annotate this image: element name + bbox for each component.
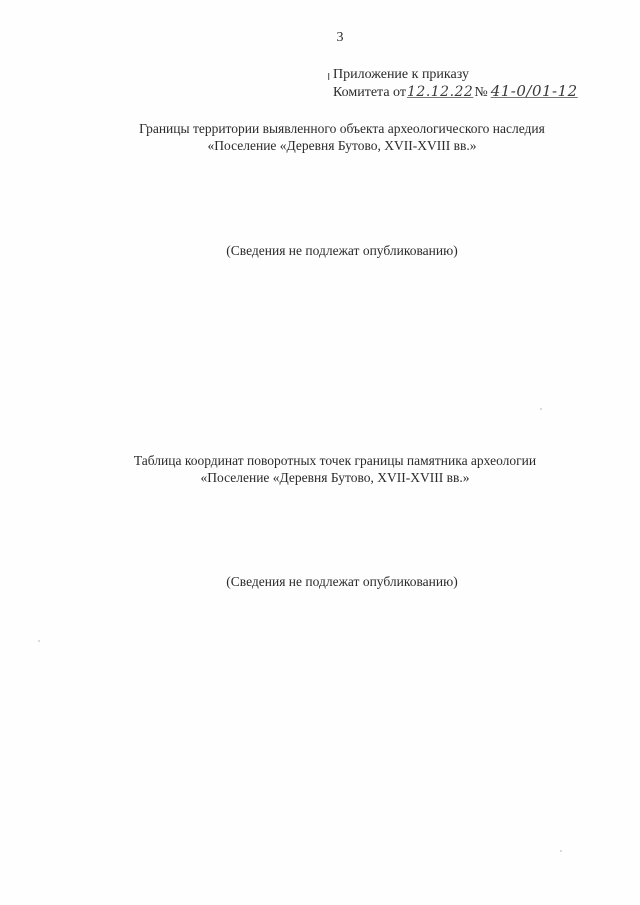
section-1-title-line-2: «Поселение «Деревня Бутово, XVII-XVIII вв.» <box>207 138 477 153</box>
annex-header <box>327 66 578 101</box>
annex-committee-label: Комитета от <box>333 85 406 100</box>
section-1-title <box>22 120 640 154</box>
annex-line-2 <box>333 83 578 101</box>
handwritten-order-number: 41-0/01-12 <box>490 82 578 100</box>
page-number: 3 <box>336 30 344 45</box>
handwritten-date: 12.12.22 <box>407 84 474 100</box>
pen-mark: ı <box>327 69 331 83</box>
section-1-notice <box>22 242 640 259</box>
section-2-title-line-1: Таблица координат поворотных точек границы памятника археологии <box>133 453 537 468</box>
scan-speck <box>560 850 562 852</box>
scan-speck <box>540 408 542 410</box>
section-2-notice-text: (Сведения не подлежат опубликованию) <box>226 574 458 589</box>
section-1-title-line-1: Границы территории выявленного объекта археологического наследия <box>139 121 545 136</box>
annex-line-1: Приложение к приказу <box>333 67 469 82</box>
section-2-title <box>15 452 640 486</box>
number-sign: № <box>474 85 488 100</box>
section-1-notice-text: (Сведения не подлежат опубликованию) <box>226 243 458 258</box>
section-2-title-line-2: «Поселение «Деревня Бутово, XVII-XVIII вв.» <box>200 470 470 485</box>
scan-speck <box>38 640 40 642</box>
section-2-notice <box>22 573 640 590</box>
